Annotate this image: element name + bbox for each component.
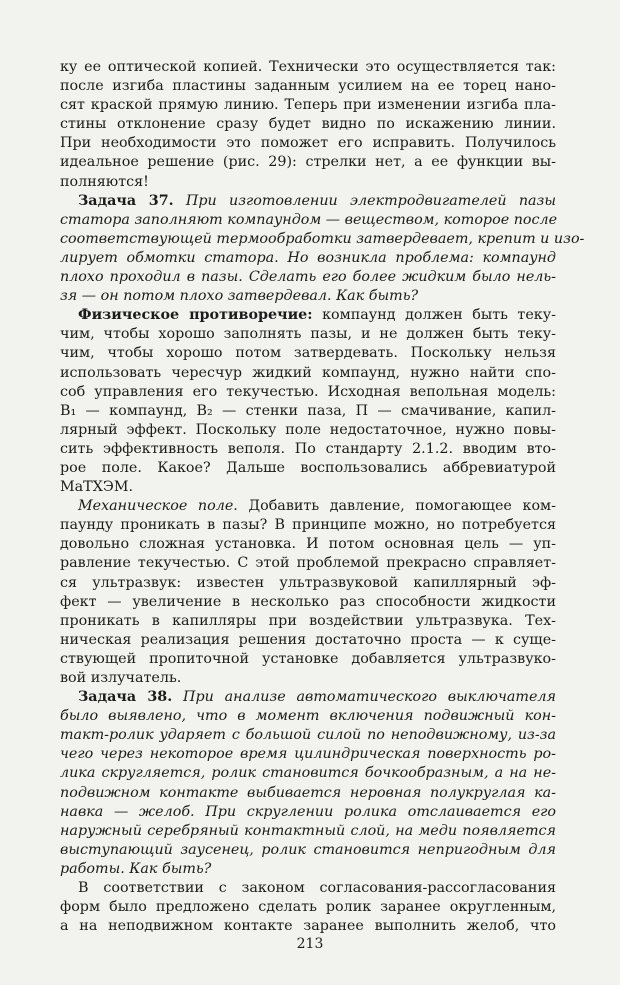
- text-line: [60, 306, 556, 325]
- text-run: использовать чересчур жидкий компаунд, нужно найти спо-: [60, 364, 556, 381]
- text-run: равление текучестью. С этой проблемой прекрасно справляет-: [60, 555, 556, 572]
- text-line: [60, 726, 556, 745]
- text-run: выступающий заусенец, ролик становится непригодным для: [60, 841, 556, 858]
- text-run: лирует обмотки статора. Но возникла проблема: компаунд: [60, 249, 556, 266]
- paragraph-task-38: [60, 688, 556, 879]
- text-run: довольно сложная установка. И потом основная цель — уп-: [60, 536, 556, 553]
- text-run: фект — увеличение в несколько раз способности жидкости: [60, 593, 556, 610]
- paragraph-task-37: [60, 192, 585, 307]
- heading-run: Физическое противоречие:: [78, 307, 313, 324]
- text-line: [60, 593, 556, 612]
- text-line: [60, 134, 556, 153]
- text-run: При необходимости это поможет его исправить. Получилось: [60, 135, 556, 152]
- text-run: зя — он потом плохо затвердевал. Как быть?: [60, 288, 419, 305]
- text-run: ку ее оптической копией. Технически это осуществляется так:: [60, 59, 556, 75]
- text-line: [60, 917, 556, 936]
- page-body-text: [60, 58, 585, 936]
- heading-run: Задача 37.: [78, 192, 174, 209]
- text-run: идеальное решение (рис. 29): стрелки нет, а ее функции вы-: [60, 154, 556, 171]
- text-line: [60, 879, 556, 898]
- text-run: наружный серебряный контактный слой, на меди появляется: [60, 822, 556, 839]
- text-line: [60, 364, 556, 383]
- text-line: [60, 669, 556, 688]
- paragraph-physical-contradiction: [60, 306, 556, 497]
- text-run: соответствующей термообработки затвердевает, крепит и изо-: [60, 230, 585, 247]
- text-line: [60, 497, 556, 516]
- text-run: после изгиба пластины заданным усилием на ее торец нано-: [60, 78, 556, 95]
- text-line: [60, 440, 556, 459]
- paragraph-mechanical-field: [60, 497, 556, 688]
- text-line: [60, 287, 556, 306]
- text-line: [60, 898, 556, 917]
- text-line: [60, 192, 556, 211]
- text-run: сят краской прямую линию. Теперь при изменении изгиба пла-: [60, 97, 556, 114]
- text-run: ническая реализация решения достаточно проста — к суще-: [60, 631, 556, 648]
- paragraph-solution-38: [60, 879, 556, 936]
- text-line: [60, 822, 556, 841]
- text-line: [60, 344, 556, 363]
- text-line: [60, 574, 556, 593]
- text-line: [60, 650, 556, 669]
- text-run: чего через некоторое время цилиндрическая поверхность ро-: [60, 746, 556, 763]
- text-run: сить эффективность веполя. По стандарту 2.1.2. вводим вто-: [60, 440, 556, 457]
- text-line: [60, 459, 556, 478]
- text-line: [60, 688, 556, 707]
- text-run: а на неподвижном контакте заранее выполнить желоб, что: [60, 918, 556, 935]
- text-run: паунду проникать в пазы? В принципе можно, но потребуется: [60, 517, 556, 534]
- text-run: стины отклонение сразу будет видно по искажению линии.: [60, 116, 556, 133]
- text-run: подвижном контакте выбивается неровная полукруглая ка-: [60, 784, 556, 801]
- text-line: [60, 745, 556, 764]
- text-run: При анализе автоматического выключателя: [172, 689, 556, 706]
- text-line: [60, 860, 556, 879]
- text-run: работы. Как быть?: [60, 860, 212, 877]
- text-line: [60, 784, 556, 803]
- text-line: [60, 153, 556, 172]
- text-run: было выявлено, что в момент включения подвижный кон-: [60, 708, 556, 725]
- text-run: навка — желоб. При скруглении ролика отслаивается его: [60, 803, 556, 820]
- text-line: [60, 268, 556, 287]
- text-run: рое поле. Какое? Дальше воспользовались аббревиатурой: [60, 459, 556, 476]
- text-line: [60, 803, 556, 822]
- text-line: [60, 402, 556, 421]
- text-line: [60, 516, 556, 535]
- text-run: компаунд должен быть теку-: [312, 307, 556, 324]
- text-run: полняются!: [60, 173, 149, 190]
- text-run: статора заполняют компаундом — веществом, которое после: [60, 211, 558, 228]
- text-run: лика скругляется, ролик становится бочкообразным, а на не-: [60, 765, 556, 782]
- text-run: ся ультразвук: известен ультразвуковой капиллярный эф-: [60, 574, 556, 591]
- text-line: [60, 383, 556, 402]
- text-run: При изготовлении электродвигателей пазы: [173, 192, 556, 209]
- text-line: [60, 421, 556, 440]
- text-line: [60, 211, 556, 230]
- page-number: 213: [296, 936, 324, 952]
- text-line: [60, 612, 556, 631]
- text-run: Добавить давление, помогающее ком-: [237, 498, 557, 515]
- text-run: плохо проходил в пазы. Сделать его более жидким было нель-: [60, 269, 556, 286]
- text-line: [60, 96, 556, 115]
- text-run: чим, чтобы хорошо потом затвердевать. Поскольку нельзя: [60, 345, 556, 362]
- text-line: [60, 115, 556, 134]
- text-line: [60, 764, 556, 783]
- paragraph-intro: [60, 58, 556, 192]
- text-run: чим, чтобы хорошо заполнять пазы, и не должен быть теку-: [60, 326, 556, 343]
- text-run: В соответствии с законом согласования-рассогласования: [78, 880, 556, 897]
- text-line: [60, 173, 556, 192]
- text-line: [60, 554, 556, 573]
- text-line: [60, 707, 556, 726]
- text-line: [60, 325, 556, 344]
- text-line: [60, 249, 556, 268]
- text-run: МаТХЭМ.: [60, 479, 133, 496]
- text-line: [60, 841, 556, 860]
- text-run: Механическое поле.: [78, 498, 238, 515]
- text-run: соб управления его текучестью. Исходная вепольная модель:: [60, 383, 556, 400]
- text-run: ствующей пропиточной установке добавляется ультразвуко-: [60, 650, 556, 667]
- text-line: [60, 478, 556, 497]
- text-line: [60, 58, 556, 77]
- text-line: [60, 631, 556, 650]
- heading-run: Задача 38.: [78, 689, 173, 706]
- text-run: форм было предложено сделать ролик заранее округленным,: [60, 899, 556, 916]
- text-run: вой излучатель.: [60, 670, 182, 686]
- text-run: проникать в капилляры при воздействии ультразвука. Тех-: [60, 612, 556, 629]
- text-run: такт-ролик ударяет с большой силой по неподвижному, из-за: [60, 727, 556, 744]
- text-line: [60, 77, 556, 96]
- text-line: [60, 535, 556, 554]
- text-line: [60, 230, 585, 249]
- text-run: лярный эффект. Поскольку поле недостаточное, нужно повы-: [60, 421, 556, 438]
- text-run: В₁ — компаунд, В₂ — стенки паза, П — смачивание, капил-: [60, 402, 556, 419]
